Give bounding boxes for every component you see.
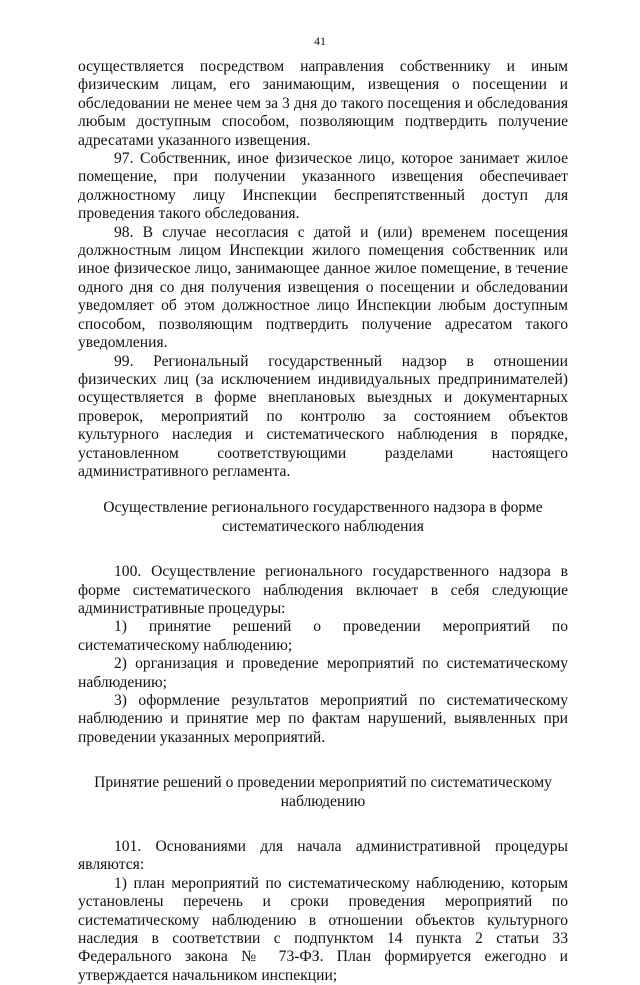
section-heading-decisions: Принятие решений о проведении мероприятий по систематическому наблюдению (94, 774, 552, 810)
paragraph-98: 98. В случае несогласия с датой и (или) временем посещения должностным лицом Инспекции жилого помещения собственник или иное физическое лицо, занимающее данное жилое помещение, в течение одного дня со дня получения извещения о посещении и обследовании уведомляет об этом должностное лицо Инспекции любым доступным способом, позволяющим подтвердить получение адресатом такого уведомления. (78, 223, 568, 352)
list-item-plan: 1) план мероприятий по систематическому наблюдению, которым установлены перечень и сроки проведения мероприятий по систематическому наблюдению в отношении объектов культурного наследия в соответствии с подпунктом 14 пункта 2 статьи 33 Федерального закона № 73-ФЗ. План формируется ежегодно и утверждается начальником инспекции; (78, 874, 568, 984)
paragraph-continuation: осуществляется посредством направления собственнику и иным физическим лицам, его занимающим, извещения о посещении и обследовании не менее чем за 3 дня до такого посещения и обследования любым доступным способом, позволяющим подтвердить получение адресатами указанного извещения. (78, 58, 568, 149)
spacer (78, 811, 568, 838)
spacer (78, 481, 568, 499)
paragraph-100: 100. Осуществление регионального государственного надзора в форме систематического наблюдения включает в себя следующие административные процедуры: (78, 563, 568, 617)
paragraph-99: 99. Региональный государственный надзор в отношении физических лиц (за исключением индивидуальных предпринимателей) осуществляется в форме внеплановых выездных и документарных проверок, мероприятий по контролю за состоянием объектов культурного наследия и систематического наблюдения в порядке, установленном соответствующими разделами настоящего административного регламента. (78, 352, 568, 480)
list-item-3: 3) оформление результатов мероприятий по систематическому наблюдению и принятие мер по фактам нарушений, выявленных при проведении указанных мероприятий. (78, 692, 568, 746)
document-body (78, 58, 568, 985)
list-item-1: 1) принятие решений о проведении мероприятий по систематическому наблюдению; (78, 618, 568, 654)
spacer (78, 747, 568, 774)
page-number: 41 (314, 34, 326, 48)
section-heading-systematic-observation: Осуществление регионального государственного надзора в форме систематического наблюдения (103, 499, 543, 535)
spacer (78, 536, 568, 563)
list-item-2: 2) организация и проведение мероприятий по систематическому наблюдению; (78, 655, 568, 691)
paragraph-101: 101. Основаниями для начала административной процедуры являются: (78, 838, 568, 874)
paragraph-97: 97. Собственник, иное физическое лицо, которое занимает жилое помещение, при получении указанного извещения обеспечивает должностному лицу Инспекции беспрепятственный доступ для проведения такого обследования. (78, 150, 568, 223)
